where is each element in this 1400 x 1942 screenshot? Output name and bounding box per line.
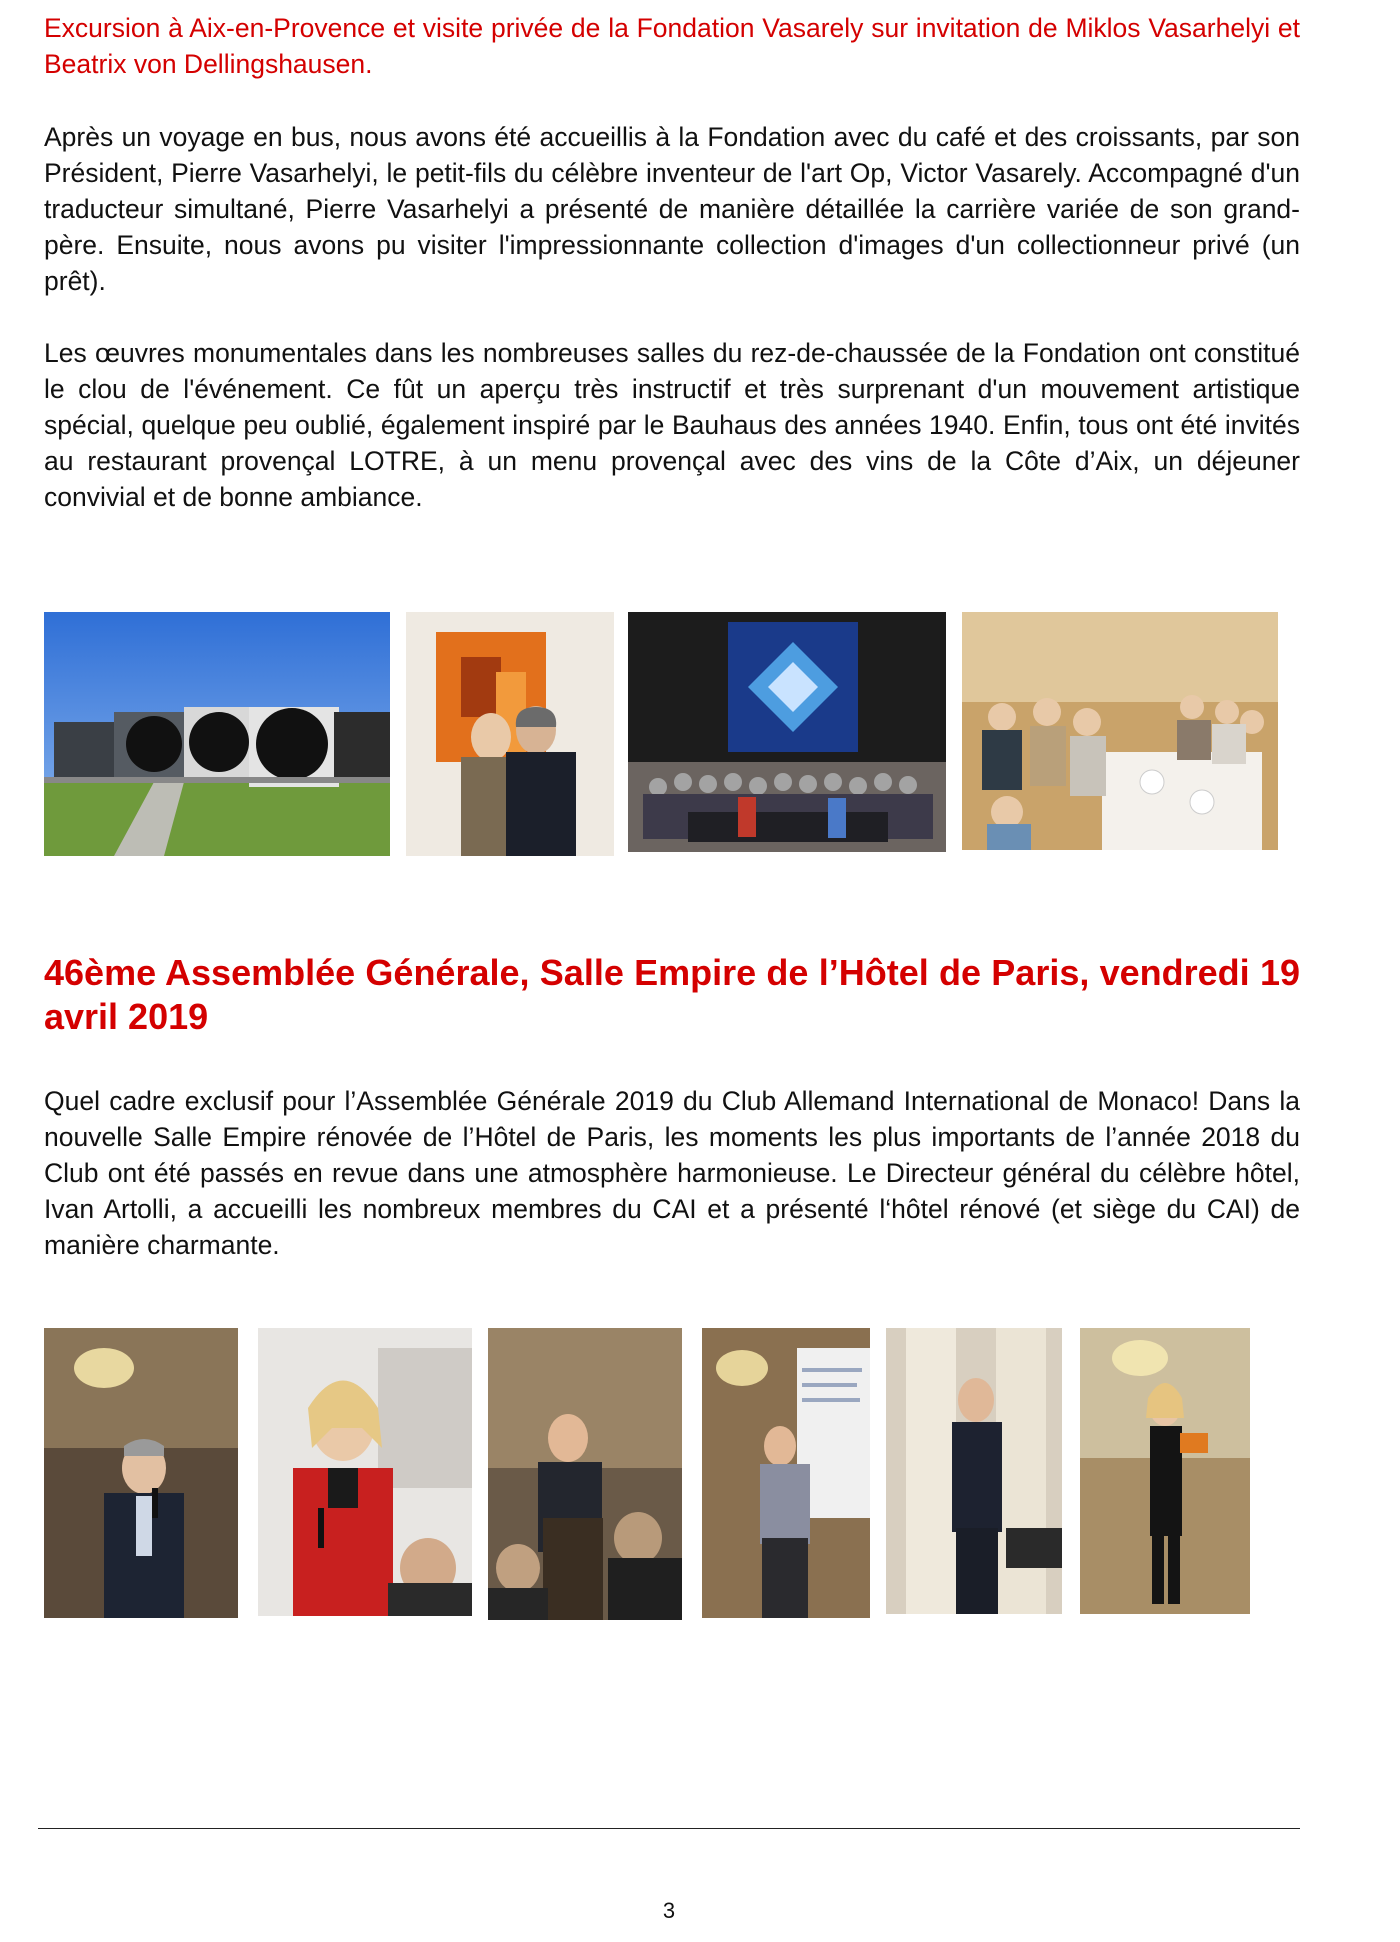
photo-speaker-suit xyxy=(886,1328,1062,1614)
photo-fondation-building xyxy=(44,612,390,856)
photo-restaurant-lunch xyxy=(962,612,1278,850)
photo-speaker-podium xyxy=(488,1328,682,1620)
paragraph-assemblee: Quel cadre exclusif pour l’Assemblée Générale 2019 du Club Allemand International de Monaco! Dans la nouvelle Salle Empire rénovée de l’Hôtel de Paris, les moments les plus importants de l’année 2018 du Club ont été passés en revue dans une atmosphère harmonieuse. Le Directeur général du célèbre hôtel, Ivan Artolli, a accueilli les nombreux membres du CAI et a présenté l‘hôtel rénové (et siège du CAI) de manière charmante. xyxy=(44,1086,1300,1260)
photo-speaker-woman-red xyxy=(258,1328,472,1616)
photo-speaker-director xyxy=(44,1328,238,1618)
section-heading: 46ème Assemblée Générale, Salle Empire de l’Hôtel de Paris, vendredi 19 avril 2019 xyxy=(44,952,1300,1037)
photo-speaker-woman-black xyxy=(1080,1328,1250,1614)
photo-couple-artwork xyxy=(406,612,614,856)
footer-rule xyxy=(38,1828,1300,1829)
photo-group-vasarely xyxy=(628,612,946,852)
intro-text: Excursion à Aix-en-Provence et visite privée de la Fondation Vasarely sur invitation de Miklos Vasarhelyi et Beatrix von Dellingshausen. xyxy=(44,13,1300,79)
paragraph-monumental-works: Les œuvres monumentales dans les nombreuses salles du rez-de-chaussée de la Fondation ont constitué le clou de l'événement. Ce fût un aperçu très instructif et très surprenant d'un mouvement artistique spécial, quelque peu oublié, également inspiré par le Bauhaus des années 1940. Enfin, tous ont été invités au restaurant provençal LOTRE, à un menu provençal avec des vins de la Côte d’Aix, un déjeuner convivial et de bonne ambiance. xyxy=(44,338,1300,512)
paragraph-bus-trip: Après un voyage en bus, nous avons été accueillis à la Fondation avec du café et des croissants, par son Président, Pierre Vasarhelyi, le petit-fils du célèbre inventeur de l'art Op, Victor Vasarely. Accompagné d'un traducteur simultané, Pierre Vasarhelyi a présenté de manière détaillée la carrière variée de son grand-père. Ensuite, nous avons pu visiter l'impressionnante collection d'images d'un collectionneur privé (un prêt). xyxy=(44,122,1300,296)
page-number: 3 xyxy=(662,1898,676,1923)
photo-speaker-screen xyxy=(702,1328,870,1618)
